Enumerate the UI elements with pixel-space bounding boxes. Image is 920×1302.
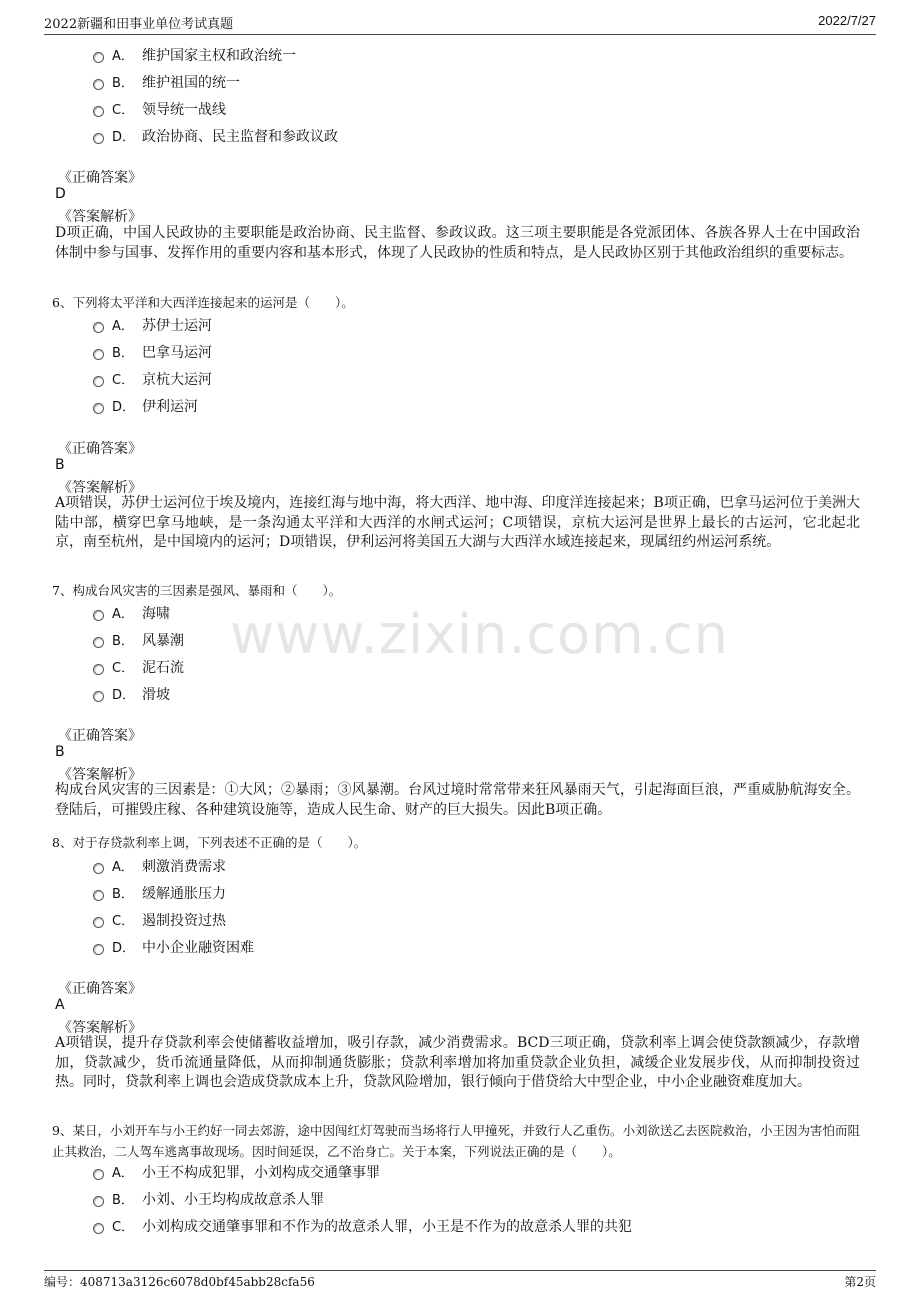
radio-icon[interactable]	[93, 890, 104, 901]
radio-icon[interactable]	[93, 610, 104, 621]
q7-option-d[interactable]: D． 滑坡	[93, 684, 170, 706]
radio-icon[interactable]	[93, 133, 104, 144]
q8-option-d[interactable]: D． 中小企业融资困难	[93, 937, 254, 959]
q8-option-c[interactable]: C． 遏制投资过热	[93, 910, 226, 932]
document-title: 2022新疆和田事业单位考试真题	[44, 17, 234, 32]
q8-answer-label: 《正确答案》	[58, 981, 142, 997]
document-date: 2022/7/27	[818, 13, 876, 28]
watermark: www.zixin.com.cn	[230, 603, 729, 666]
q7-option-b[interactable]: B． 风暴潮	[93, 630, 184, 652]
q5-option-a[interactable]: A． 维护国家主权和政治统一	[93, 45, 296, 67]
q5-answer-label: 《正确答案》	[58, 170, 142, 186]
q9-option-a[interactable]: A． 小王不构成犯罪，小刘构成交通肇事罪	[93, 1162, 380, 1184]
q8-analysis: A项错误，提升存贷款利率会使储蓄收益增加，吸引存款，减少消费需求。BCD三项正确，贷款利率上调会使贷款额减少，存款增加，贷款减少，货币流通量降低，从而抑制通货膨胀；贷款利率增加将加重贷款企业负担，减缓企业发展步伐，从而抑制投资过热。同时，贷款利率上调也会造成贷款成本上升，贷款风险增加，银行倾向于借贷给大中型企业，中小企业融资难度加大。	[55, 1035, 860, 1090]
q7-question: 7、构成台风灾害的三因素是强风、暴雨和（ ）。	[52, 583, 342, 598]
page-number: 第2页	[844, 1275, 876, 1289]
q7-option-c[interactable]: C． 泥石流	[93, 657, 184, 679]
q7-option-a[interactable]: A． 海啸	[93, 603, 170, 625]
radio-icon[interactable]	[93, 917, 104, 928]
q6-option-a[interactable]: A． 苏伊士运河	[93, 315, 212, 337]
radio-icon[interactable]	[93, 1169, 104, 1180]
q6-option-c[interactable]: C． 京杭大运河	[93, 369, 212, 391]
q8-option-a[interactable]: A． 刺激消费需求	[93, 856, 226, 878]
radio-icon[interactable]	[93, 863, 104, 874]
q6-option-b[interactable]: B． 巴拿马运河	[93, 342, 212, 364]
q8-option-b[interactable]: B． 缓解通胀压力	[93, 883, 226, 905]
q5-answer: D	[55, 186, 66, 202]
radio-icon[interactable]	[93, 52, 104, 63]
q8-answer: A	[55, 997, 65, 1013]
q6-answer: B	[55, 457, 65, 473]
radio-icon[interactable]	[93, 691, 104, 702]
q7-analysis: 构成台风灾害的三因素是：①大风；②暴雨；③风暴潮。台风过境时常常带来狂风暴雨天气，引起海面巨浪，严重威胁航海安全。登陆后，可摧毁庄稼、各种建筑设施等，造成人民生命、财产的巨大损失。因此B项正确。	[55, 782, 860, 818]
radio-icon[interactable]	[93, 1223, 104, 1234]
q9-option-b[interactable]: B． 小刘、小王均构成故意杀人罪	[93, 1189, 324, 1211]
q8-analysis-label: 《答案解析》	[58, 1020, 142, 1036]
radio-icon[interactable]	[93, 403, 104, 414]
q9-option-c[interactable]: C． 小刘构成交通肇事罪和不作为的故意杀人罪，小王是不作为的故意杀人罪的共犯	[93, 1216, 632, 1238]
q7-analysis-label: 《答案解析》	[58, 767, 142, 783]
radio-icon[interactable]	[93, 79, 104, 90]
radio-icon[interactable]	[93, 322, 104, 333]
q6-question: 6、下列将太平洋和大西洋连接起来的运河是（ ）。	[52, 295, 354, 310]
page-header	[44, 13, 876, 35]
q6-analysis-label: 《答案解析》	[58, 480, 142, 496]
q8-question: 8、对于存贷款利率上调，下列表述不正确的是（ ）。	[52, 835, 367, 850]
q6-answer-label: 《正确答案》	[58, 441, 142, 457]
radio-icon[interactable]	[93, 637, 104, 648]
q5-option-d[interactable]: D． 政治协商、民主监督和参政议政	[93, 126, 338, 148]
q7-answer: B	[55, 744, 65, 760]
radio-icon[interactable]	[93, 664, 104, 675]
q6-option-d[interactable]: D． 伊利运河	[93, 396, 198, 418]
document-code: 编号：408713a3126c6078d0bf45abb28cfa56	[44, 1275, 315, 1289]
q7-answer-label: 《正确答案》	[58, 728, 142, 744]
q5-analysis-label: 《答案解析》	[58, 209, 142, 225]
q6-analysis: A项错误，苏伊士运河位于埃及境内，连接红海与地中海，将大西洋、地中海、印度洋连接起来；B项正确，巴拿马运河位于美洲大陆中部，横穿巴拿马地峡，是一条沟通太平洋和大西洋的水闸式运河；C项错误，京杭大运河是世界上最长的古运河，它北起北京，南至杭州，是中国境内的运河；D项错误，伊利运河将美国五大湖与大西洋水域连接起来，现属纽约州运河系统。	[55, 495, 860, 550]
q5-option-b[interactable]: B． 维护祖国的统一	[93, 72, 240, 94]
radio-icon[interactable]	[93, 349, 104, 360]
radio-icon[interactable]	[93, 1196, 104, 1207]
radio-icon[interactable]	[93, 106, 104, 117]
radio-icon[interactable]	[93, 944, 104, 955]
q9-question: 9、某日，小刘开车与小王约好一同去郊游，途中因闯红灯驾驶而当场将行人甲撞死，并致行人乙重伤。小刘欲送乙去医院救治，小王因为害怕而阻止其救治，二人驾车逃离事故现场。因时间延误，乙不治身亡。关于本案，下列说法正确的是（ ）。	[52, 1123, 860, 1159]
page-footer	[44, 1270, 876, 1290]
q5-analysis: D项正确，中国人民政协的主要职能是政治协商、民主监督、参政议政。这三项主要职能是各党派团体、各族各界人士在中国政治体制中参与国事、发挥作用的重要内容和基本形式，体现了人民政协的性质和特点，是人民政协区别于其他政治组织的重要标志。	[55, 225, 860, 261]
q5-option-c[interactable]: C． 领导统一战线	[93, 99, 226, 121]
radio-icon[interactable]	[93, 376, 104, 387]
